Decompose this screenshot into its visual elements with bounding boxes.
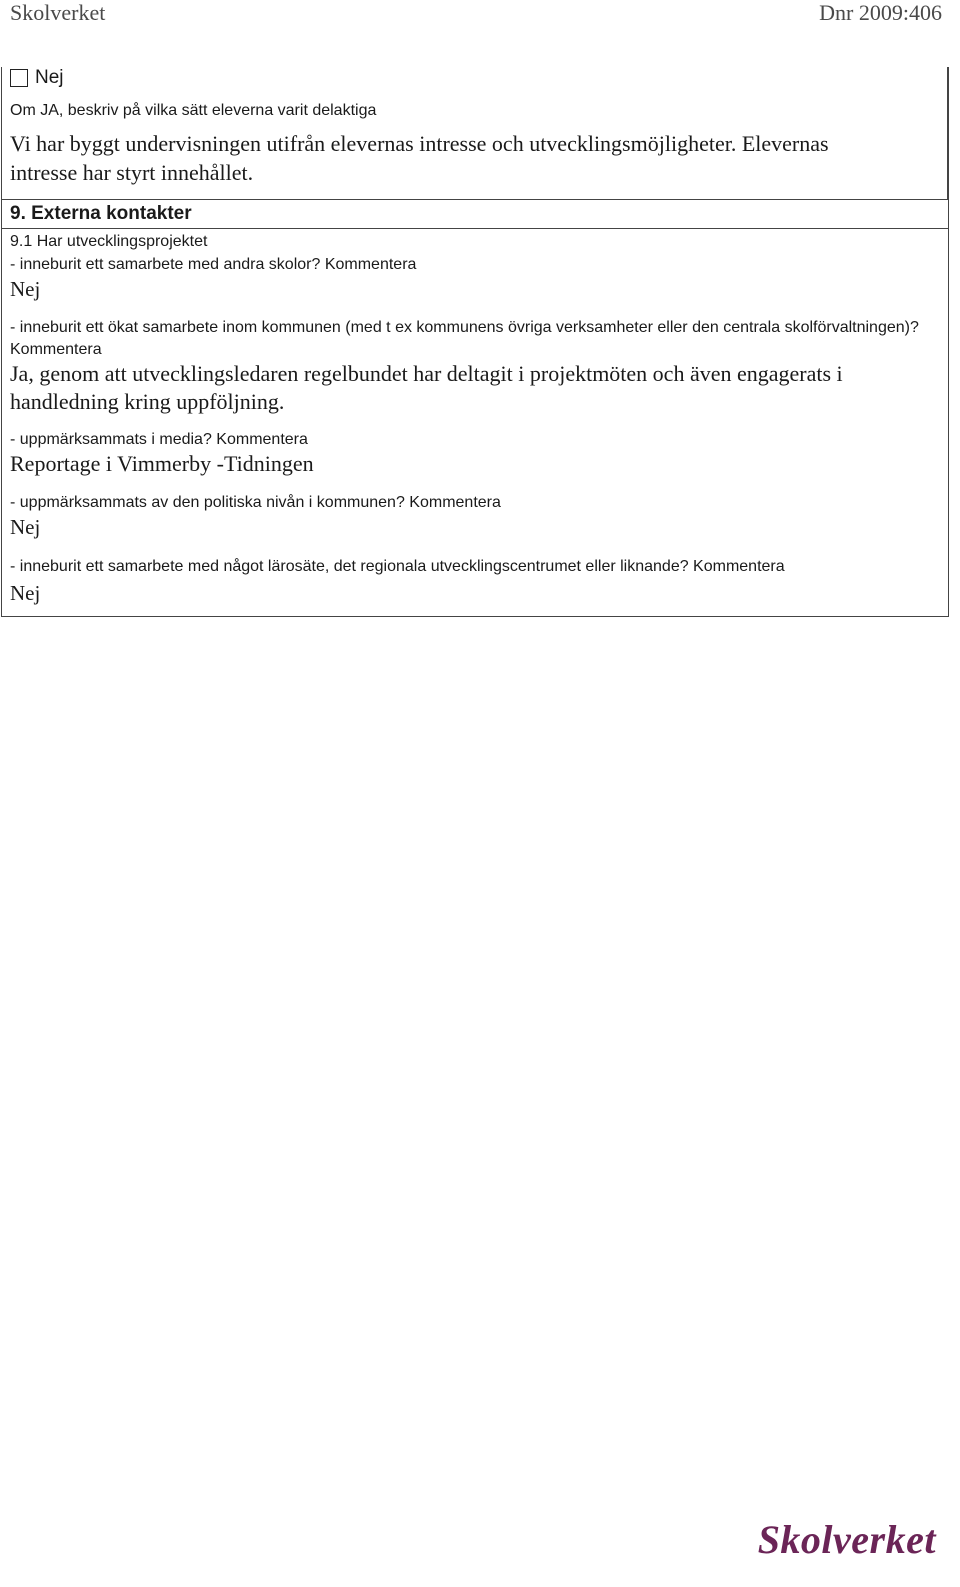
question-2: - inneburit ett ökat samarbete inom kommunen (med t ex kommunens övriga verksamheter eller den centrala skolförvaltningen)?: [10, 319, 919, 336]
answer-1: Nej: [10, 277, 41, 301]
nej-checkbox[interactable]: [10, 69, 28, 87]
answer-5: Nej: [10, 581, 41, 605]
skolverket-logo: Skolverket: [757, 1517, 936, 1562]
nej-checkbox-label: Nej: [35, 67, 64, 88]
header-document-number: Dnr 2009:406: [819, 0, 942, 25]
external-contacts-block: [2, 229, 948, 616]
section-title: 9. Externa kontakter: [10, 203, 192, 224]
nej-option[interactable]: [10, 67, 64, 89]
question-5: - inneburit ett samarbete med något lärosäte, det regionala utvecklingscentrumet eller liknande? Kommentera: [10, 558, 785, 575]
question-3: - uppmärksammats i media? Kommentera: [10, 431, 308, 448]
header-agency: Skolverket: [10, 0, 106, 25]
answer-2-line2: handledning kring uppföljning.: [10, 389, 285, 414]
section-header: [2, 199, 948, 229]
answer-4: Nej: [10, 515, 41, 539]
question-1: - inneburit ett samarbete med andra skolor? Kommentera: [10, 256, 417, 273]
participation-prompt: Om JA, beskriv på vilka sätt eleverna varit delaktiga: [10, 102, 377, 119]
answer-3: Reportage i Vimmerby -Tidningen: [10, 451, 314, 476]
form-table: [1, 67, 949, 617]
question-2-comment: Kommentera: [10, 341, 102, 358]
answer-2-line1: Ja, genom att utvecklingsledaren regelbundet har deltagit i projektmöten och även engagerats i: [10, 361, 843, 386]
participation-answer-line1: Vi har byggt undervisningen utifrån elevernas intresse och utvecklingsmöjligheter. Elevernas: [10, 131, 829, 156]
section-subtitle: 9.1 Har utvecklingsprojektet: [10, 233, 208, 250]
participation-block: [2, 67, 948, 199]
question-4: - uppmärksammats av den politiska nivån i kommunen? Kommentera: [10, 494, 501, 511]
participation-answer-line2: intresse har styrt innehållet.: [10, 160, 254, 185]
